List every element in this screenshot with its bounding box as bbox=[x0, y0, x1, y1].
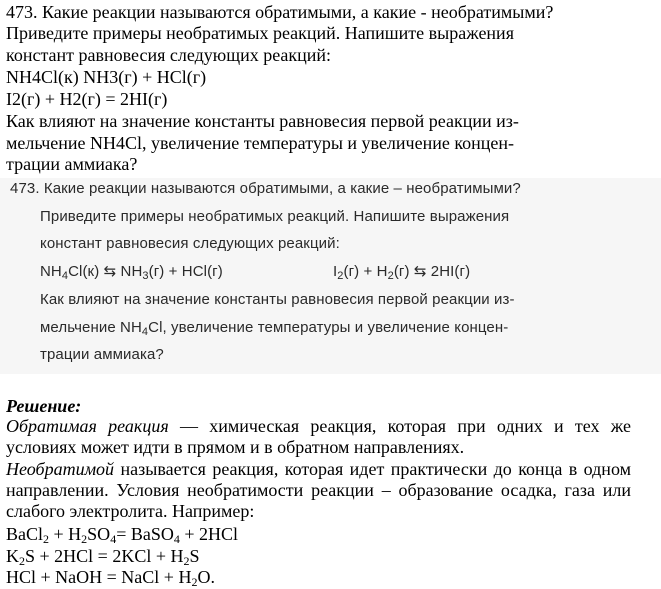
term-reversible: Обратимая реакция bbox=[6, 416, 169, 436]
question-reaction-2: I2(г) + H2(г) = 2HI(г) bbox=[6, 89, 168, 109]
question-line-1: 473. Какие реакции называются обратимыми, а какие - необратимыми? bbox=[6, 2, 554, 22]
question-line-7: мельчение NH4Cl, увеличение температуры и увеличение концен- bbox=[6, 133, 515, 153]
solution-paragraph-1: Обратимая реакция — химическая реакция, которая при одних и тех же условиях может идти в прямом и в обратном направлениях. bbox=[6, 416, 631, 457]
scan-line-1: 473. Какие реакции называются обратимыми, а какие – необратимыми? bbox=[10, 180, 521, 197]
question-line-8: трации аммиака? bbox=[6, 154, 138, 174]
solution-paragraph-2: Необратимой называется реакция, которая идет практически до конца в одном направлении. Условия необратимости реакции – образование осадка, газа или слабого электролита. Например: bbox=[6, 459, 631, 521]
scan-line-6: мельчение $NH_4Cl$, увеличение температуры и увеличение концен- bbox=[40, 319, 509, 338]
scan-line-2: Приведите примеры необратимых реакций. Напишите выражения bbox=[40, 208, 510, 225]
scan-reaction-2: $I_2(г) + H_2(г)$ ⇆ 2HI(г) bbox=[333, 263, 471, 282]
solution-heading: Решение: bbox=[6, 396, 82, 416]
question-line-6: Как влияют на значение константы равновесия первой реакции из- bbox=[6, 111, 519, 131]
question-reaction-1: NH4Cl(к) NH3(г) + HCl(г) bbox=[6, 67, 207, 87]
solution-equation-2: $K_2S + 2HCl = 2KCl + H_2S$ bbox=[6, 546, 200, 568]
scan-line-3: констант равновесия следующих реакций: bbox=[40, 235, 340, 252]
solution-equation-3: HCl + NaOH = NaCl + $H_2O$. bbox=[6, 567, 215, 589]
question-line-2: Приведите примеры необратимых реакций. Напишите выражения bbox=[6, 23, 514, 43]
scan-line-7: трации аммиака? bbox=[40, 346, 164, 363]
scanned-problem-image bbox=[0, 178, 661, 374]
question-line-3: констант равновесия следующих реакций: bbox=[6, 45, 332, 65]
scan-reaction-1: $NH_4Cl(к)$ ⇆ $NH_3(г) + HCl(г)$ bbox=[40, 263, 223, 282]
solution-equation-1: BaCl$_2$ + $H_2SO_4=$ BaSO$_4$ + 2HCl bbox=[6, 524, 239, 546]
term-irreversible: Необратимой bbox=[6, 459, 115, 479]
scan-line-5: Как влияют на значение константы равновесия первой реакции из- bbox=[40, 291, 515, 308]
